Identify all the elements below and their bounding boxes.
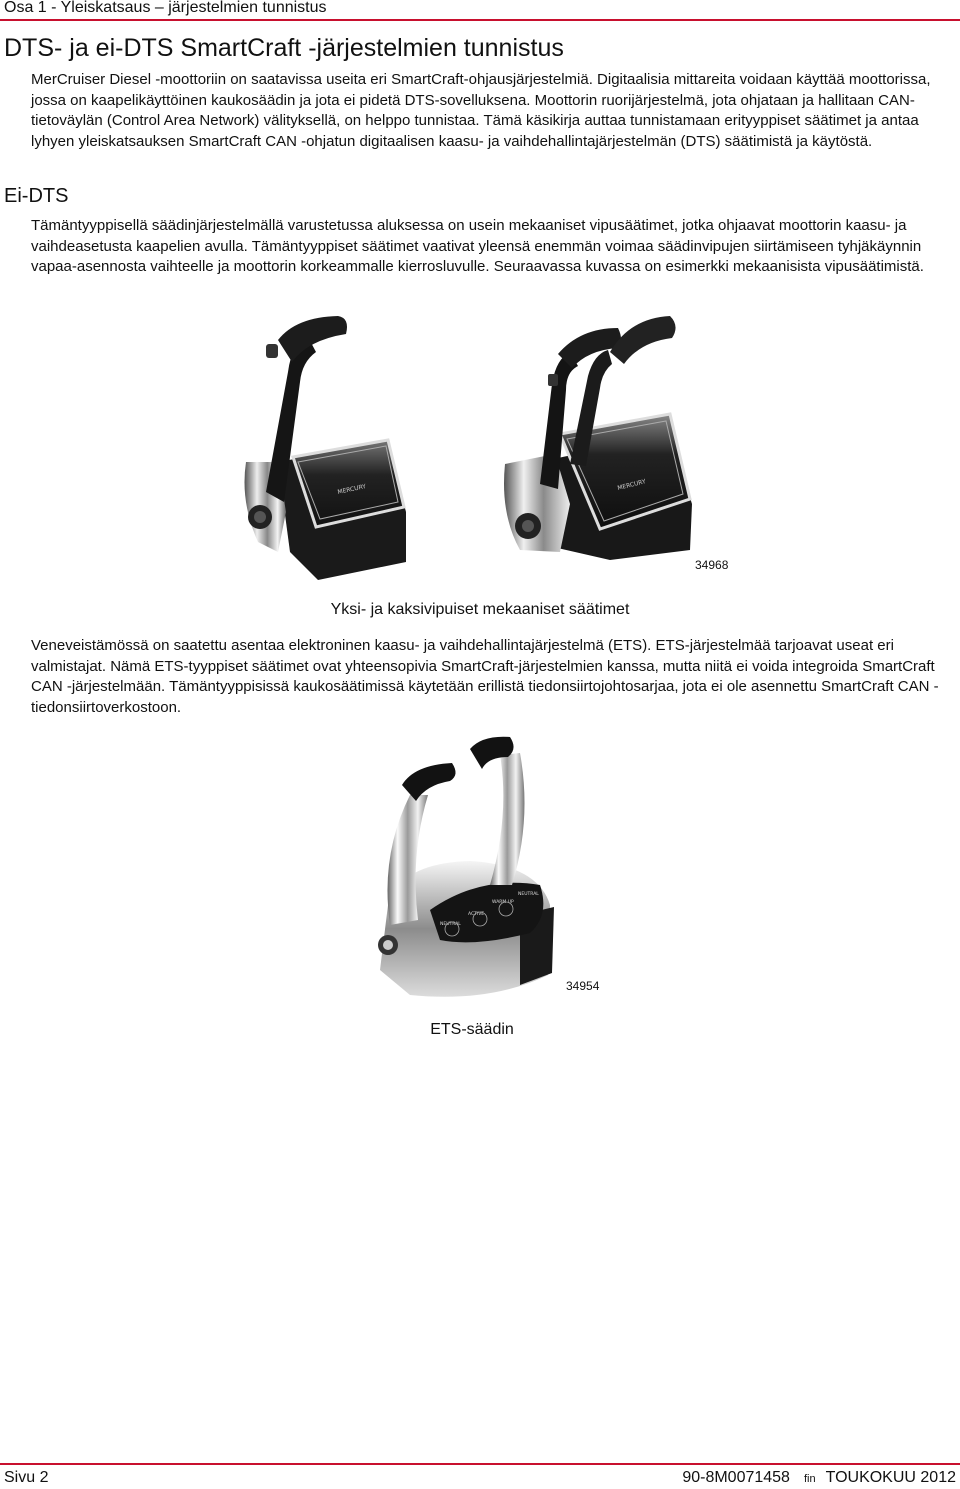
brand-logo-text: MERCURY [336, 483, 367, 496]
ei-dts-paragraph: Tämäntyyppisellä säädinjärjestelmällä varustetussa aluksessa on usein mekaaniset vipusäätimet, jotka ohjaavat moottorin kaasu- ja vaihdeasetusta kaapelien avulla. Tämäntyyppiset säätimet vaativat yleensä enemmän voimaa säädinvipujen siirtämiseen tyhjäkäynnin vapaa-asennosta vaihteelle ja moottorin korkeammalle kierrosluvulle. Seuraavassa kuvassa on esimerkki mekaanisista vipusäätimistä. [31, 217, 924, 275]
ets-control-illustration [370, 735, 560, 1007]
header-rule [0, 19, 960, 21]
page-title: DTS- ja ei-DTS SmartCraft -järjestelmien tunnistus [4, 34, 564, 62]
ets-paragraph: Veneveistämössä on saatettu asentaa elektroninen kaasu- ja vaihdehallintajärjestelmä (ETS). ETS-järjestelmää tarjoavat useat eri valmistajat. Nämä ETS-tyyppiset säätimet ovat yhteensopivia SmartCraft-järjestelmien kanssa, mutta niitä ei voida integroida SmartCraft CAN -järjestelmään. Tämäntyyppisissä kaukosäätimissä käytetään erillistä tiedonsiirtojohtosarjaa, jota ei ole asennettu SmartCraft CAN -tiedonsiirtoverkostoon. [31, 637, 939, 716]
section-heading: Ei-DTS [4, 185, 69, 207]
footer-rule [0, 1463, 960, 1465]
figure-caption: Yksi- ja kaksivipuiset mekaaniset säätimet [330, 601, 630, 618]
language-code: fin [803, 1473, 816, 1485]
intro-paragraph: MerCruiser Diesel -moottoriin on saatavissa useita eri SmartCraft-ohjausjärjestelmiä. Digitaalisia mittareita voidaan käyttää moottorissa, jossa on kaapelikäyttöinen kaukosäädin ja jota ei pidetä DTS-sovelluksena. Moottorin ruorijärjestelmä, jota ohjataan ja hallitaan CAN-tietoväylän (Control Area Network) välityksellä, on helppo tunnistaa. Tämä käsikirja auttaa tunnistamaan erityyppiset säätimet ja antaa lyhyen yleiskatsauksen SmartCraft CAN -ohjatun digitaalisen kaasu- ja vaihdehallintajärjestelmän (DTS) säätimistä ja käytöstä. [31, 71, 931, 150]
panel-label: ACTIVE [468, 912, 485, 917]
figure-caption: ETS-säädin [430, 1021, 514, 1038]
single-lever-control-illustration [238, 312, 410, 582]
brand-logo-text: MERCURY [616, 478, 647, 492]
running-header: Osa 1 - Yleiskatsaus – järjestelmien tunnistus [4, 0, 327, 16]
dual-lever-control-illustration [500, 314, 695, 560]
panel-label: NEUTRAL [518, 892, 539, 897]
figure-number: 34968 [695, 558, 729, 572]
publication-date: TOUKOKUU 2012 [825, 1469, 956, 1486]
doc-number: 90-8M0071458 [682, 1469, 790, 1486]
panel-label: NEUTRAL [440, 922, 461, 927]
figure-number: 34954 [566, 979, 600, 993]
page-number: Sivu 2 [4, 1469, 49, 1486]
panel-label: WARM UP [492, 900, 514, 905]
